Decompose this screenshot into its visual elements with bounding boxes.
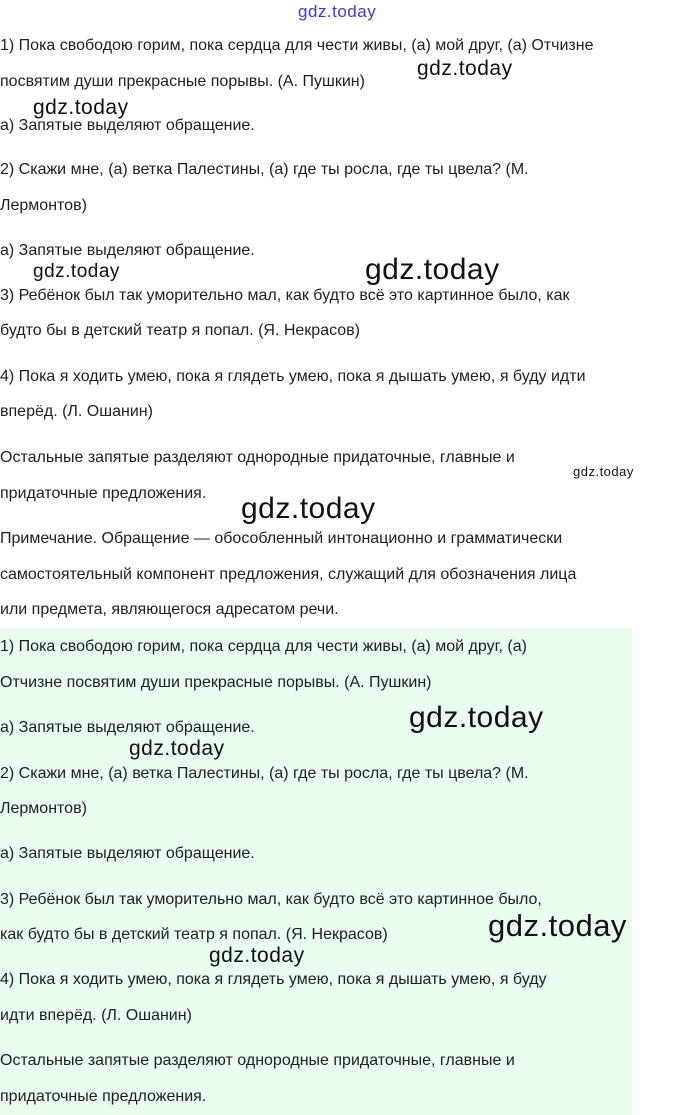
text-line: придаточные предложения.: [0, 485, 207, 502]
text-line: Остальные запятые разделяют однородные придаточные, главные и: [0, 449, 515, 466]
text-line: будто бы в детский театр я попал. (Я. Некрасов): [0, 322, 360, 339]
text-line: Лермонтов): [0, 800, 87, 817]
text-line: вперёд. (Л. Ошанин): [0, 403, 153, 420]
watermark: gdz.today: [365, 253, 500, 286]
watermark: gdz.today: [33, 261, 120, 282]
text-line: Примечание. Обращение — обособленный интонационно и грамматически: [0, 530, 563, 547]
text-line: идти вперёд. (Л. Ошанин): [0, 1007, 192, 1024]
watermark: gdz.today: [209, 944, 305, 967]
text-line: как будто бы в детский театр я попал. (Я. Некрасов): [0, 926, 388, 943]
watermark: gdz.today: [241, 492, 376, 525]
text-line: Отчизне посвятим души прекрасные порывы. (А. Пушкин): [0, 674, 432, 691]
watermark: gdz.today: [488, 908, 627, 943]
watermark: gdz.today: [33, 96, 129, 119]
text-line: а) Запятые выделяют обращение.: [0, 242, 255, 259]
text-line: 4) Пока я ходить умею, пока я глядеть умею, пока я дышать умею, я буду: [0, 971, 547, 988]
text-line: 2) Скажи мне, (а) ветка Палестины, (а) где ты росла, где ты цвела? (М.: [0, 161, 529, 178]
watermark: gdz.today: [573, 464, 634, 479]
watermark: gdz.today: [409, 701, 544, 734]
text-line: 4) Пока я ходить умею, пока я глядеть умею, пока я дышать умею, я буду идти: [0, 368, 586, 385]
text-line: а) Запятые выделяют обращение.: [0, 845, 255, 862]
text-line: 1) Пока свободою горим, пока сердца для чести живы, (а) мой друг, (а) Отчизне: [0, 37, 594, 54]
text-line: 2) Скажи мне, (а) ветка Палестины, (а) где ты росла, где ты цвела? (М.: [0, 765, 529, 782]
text-line: Лермонтов): [0, 197, 87, 214]
text-line: самостоятельный компонент предложения, служащий для обозначения лица: [0, 566, 577, 583]
text-line: придаточные предложения.: [0, 1088, 207, 1105]
text-line: а) Запятые выделяют обращение.: [0, 719, 255, 736]
text-line: 3) Ребёнок был так уморительно мал, как будто всё это картинное было,: [0, 891, 542, 908]
watermark: gdz.today: [298, 2, 377, 21]
text-line: 1) Пока свободою горим, пока сердца для чести живы, (а) мой друг, (а): [0, 638, 527, 655]
text-line: а) Запятые выделяют обращение.: [0, 117, 255, 134]
text-line: посвятим души прекрасные порывы. (А. Пушкин): [0, 73, 365, 90]
text-line: 3) Ребёнок был так уморительно мал, как будто всё это картинное было, как: [0, 287, 570, 304]
watermark: gdz.today: [417, 57, 513, 80]
text-line: Остальные запятые разделяют однородные придаточные, главные и: [0, 1052, 515, 1069]
watermark: gdz.today: [129, 737, 225, 760]
text-line: или предмета, являющегося адресатом речи.: [0, 601, 339, 618]
